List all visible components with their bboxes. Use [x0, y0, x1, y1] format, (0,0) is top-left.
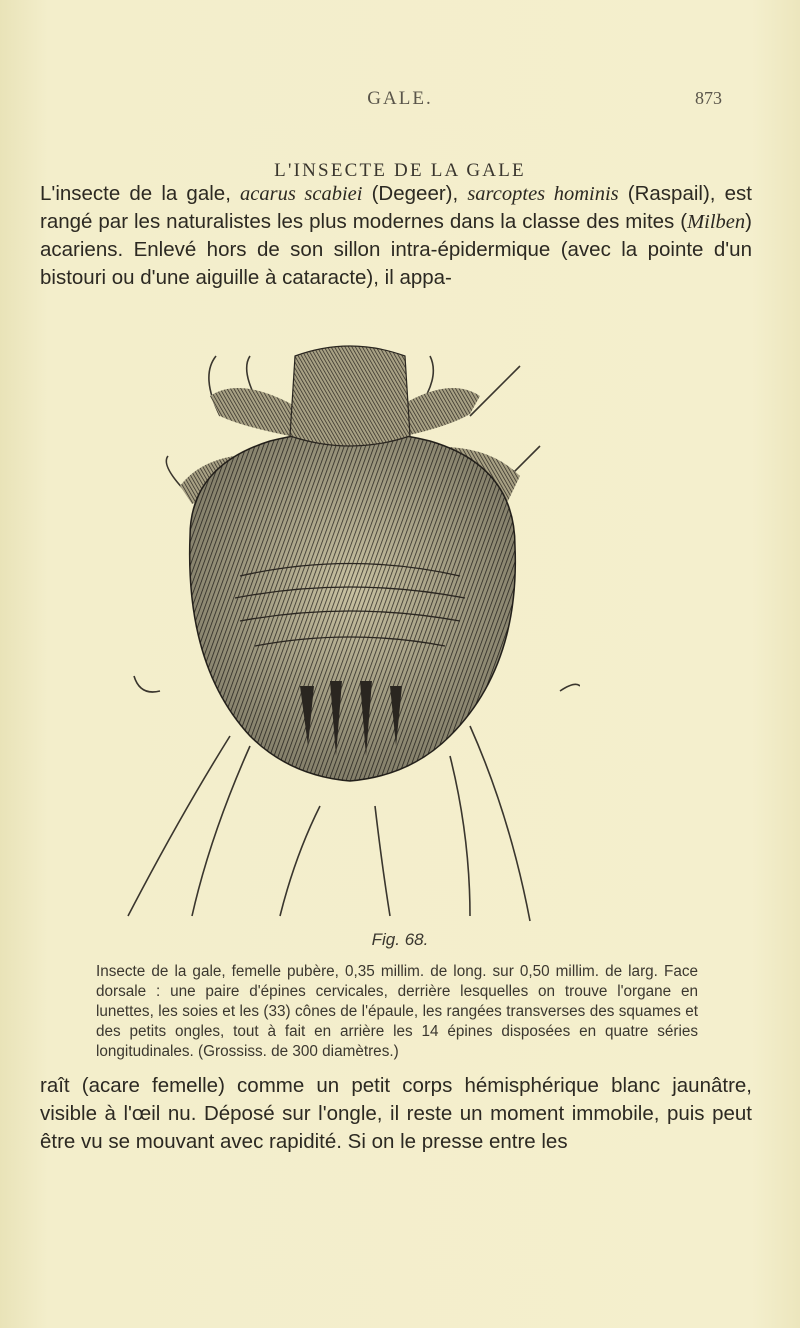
section-title: L'INSECTE DE LA GALE: [274, 160, 526, 181]
running-title: GALE.: [367, 88, 433, 109]
text-run: ) acariens. Enlevé hors de son sillon intra-épidermique (avec la pointe d'un bistouri ou d'une aiguille à cataracte), il appa-: [40, 210, 752, 289]
text-run: L'insecte de la gale,: [40, 182, 241, 205]
german-term: Milben: [687, 211, 746, 233]
mite-engraving: [120, 336, 580, 936]
text-run: (Degeer),: [362, 182, 468, 205]
paragraph-continuation: raît (acare femelle) comme un petit corps hémisphérique blanc jaunâtre, visible à l'œil nu. Déposé sur l'ongle, il reste un moment immobile, puis peut être vu se mouvant avec rapidité. Si on le presse entre les: [40, 1074, 752, 1153]
paragraph-intro: [40, 180, 752, 292]
running-head: [0, 88, 800, 112]
page-number: 873: [695, 88, 722, 108]
figure-caption: Insecte de la gale, femelle pubère, 0,35 millim. de long. sur 0,50 millim. de larg. Face dorsale : une paire d'épines cervicales, derrière lesquelles on trouve l'organe en lunettes, les soies et les (33) cônes de l'épaule, les rangées transverses des squames et des petits ongles, tout à fait en arrière les 14 épines disposées en quatre séries longitudinales. (Grossiss. de 300 diamètres.): [96, 963, 698, 1060]
species-name: acarus scabiei: [240, 183, 363, 205]
figure-label: Fig. 68.: [371, 930, 429, 949]
mite-illustration: [120, 336, 580, 936]
text-run: (Raspail), est rangé par les naturalistes les plus modernes dans la classe des mites (: [40, 182, 752, 233]
species-name: sarcoptes hominis: [467, 183, 619, 205]
